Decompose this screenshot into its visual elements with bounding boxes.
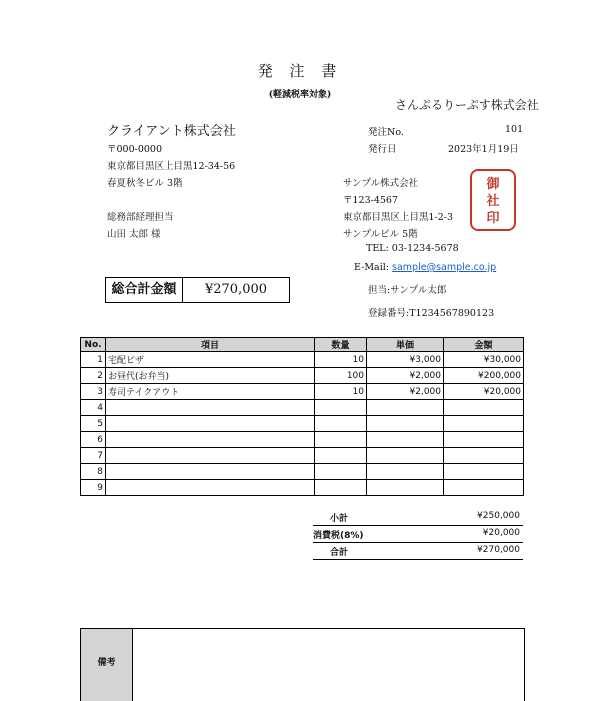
- header-quantity: 数量: [315, 338, 367, 352]
- remarks-box: [80, 628, 525, 701]
- row-amount: [444, 464, 524, 480]
- tax-value: ¥20,000: [482, 528, 520, 538]
- supplier-tel: TEL: 03-1234-5678: [366, 243, 459, 254]
- table-row: [81, 480, 524, 496]
- client-postal: 〒000-0000: [107, 144, 163, 155]
- subtotal-value: ¥250,000: [477, 511, 520, 521]
- row-unit-price: [367, 416, 444, 432]
- header-item: 項目: [106, 338, 315, 352]
- row-no: 1: [81, 352, 106, 368]
- remarks-label: 備考: [81, 629, 133, 701]
- supplier-address-line2: サンプルビル 5階: [343, 229, 418, 240]
- row-no: 2: [81, 368, 106, 384]
- row-no: 3: [81, 384, 106, 400]
- row-amount: [444, 416, 524, 432]
- row-quantity: [315, 416, 367, 432]
- row-item: [106, 400, 315, 416]
- row-quantity: [315, 400, 367, 416]
- email-link[interactable]: sample@sample.co.jp: [392, 262, 497, 273]
- client-address-line1: 東京都目黒区上目黒12-34-56: [107, 161, 236, 172]
- supplier-email: [354, 262, 496, 273]
- document-subtitle: (軽減税率対象): [268, 90, 332, 100]
- header-amount: 金額: [444, 338, 524, 352]
- company-seal-stamp: [470, 169, 516, 231]
- row-unit-price: [367, 432, 444, 448]
- summary-divider: [313, 559, 523, 560]
- row-unit-price: [367, 464, 444, 480]
- row-no: 5: [81, 416, 106, 432]
- summary-divider: [313, 542, 523, 543]
- row-no: 7: [81, 448, 106, 464]
- row-amount: [444, 480, 524, 496]
- issuer-company-name: さんぷるりーぷす株式会社: [395, 98, 539, 112]
- supplier-name: サンプル株式会社: [343, 178, 419, 189]
- row-unit-price: ¥3,000: [367, 352, 444, 368]
- total-value: ¥270,000: [477, 545, 520, 555]
- table-header-row: [81, 338, 524, 352]
- row-no: 4: [81, 400, 106, 416]
- row-amount: ¥200,000: [444, 368, 524, 384]
- table-row: [81, 368, 524, 384]
- table-row: [81, 416, 524, 432]
- row-amount: [444, 448, 524, 464]
- summary-divider: [313, 525, 523, 526]
- row-quantity: 100: [315, 368, 367, 384]
- row-quantity: 10: [315, 384, 367, 400]
- grand-total-label: 総合計金額: [106, 278, 183, 302]
- table-row: [81, 400, 524, 416]
- stamp-text: 御社印: [486, 177, 500, 226]
- row-amount: [444, 432, 524, 448]
- supplier-representative: 担当:サンプル太郎: [368, 285, 447, 296]
- row-unit-price: ¥2,000: [367, 384, 444, 400]
- issue-date-label: 発行日: [368, 144, 397, 155]
- table-row: [81, 432, 524, 448]
- row-no: 8: [81, 464, 106, 480]
- row-unit-price: [367, 480, 444, 496]
- row-item: [106, 464, 315, 480]
- row-quantity: 10: [315, 352, 367, 368]
- row-item: [106, 448, 315, 464]
- grand-total-box: [105, 277, 290, 303]
- subtotal-label: 小計: [330, 514, 349, 524]
- client-department: 総務部経理担当: [107, 212, 174, 223]
- row-quantity: [315, 432, 367, 448]
- tax-label: 消費税(8%): [313, 531, 364, 541]
- document-title: 発 注 書: [257, 62, 343, 80]
- row-unit-price: [367, 400, 444, 416]
- client-address-line2: 春夏秋冬ビル 3階: [107, 178, 183, 189]
- order-no-value: 101: [505, 124, 524, 135]
- header-no: No.: [81, 338, 106, 352]
- table-row: [81, 384, 524, 400]
- row-amount: [444, 400, 524, 416]
- row-no: 6: [81, 432, 106, 448]
- client-name: クライアント株式会社: [107, 124, 236, 139]
- table-row: [81, 448, 524, 464]
- row-amount: ¥30,000: [444, 352, 524, 368]
- order-no-label: 発注No.: [368, 127, 404, 138]
- row-unit-price: [367, 448, 444, 464]
- row-item: 寿司テイクアウト: [106, 384, 315, 400]
- supplier-postal: 〒123-4567: [343, 195, 399, 206]
- items-table: [80, 337, 524, 496]
- issue-date-value: 2023年1月19日: [448, 144, 519, 155]
- row-no: 9: [81, 480, 106, 496]
- row-unit-price: ¥2,000: [367, 368, 444, 384]
- row-amount: ¥20,000: [444, 384, 524, 400]
- table-row: [81, 352, 524, 368]
- supplier-address-line1: 東京都目黒区上目黒1-2-3: [343, 212, 454, 223]
- header-unit-price: 単価: [367, 338, 444, 352]
- row-quantity: [315, 464, 367, 480]
- email-label: E-Mail:: [354, 262, 389, 273]
- row-item: [106, 416, 315, 432]
- table-row: [81, 464, 524, 480]
- row-item: 宅配ピザ: [106, 352, 315, 368]
- supplier-registration-number: 登録番号:T1234567890123: [368, 308, 495, 319]
- grand-total-value: ¥270,000: [204, 282, 268, 297]
- total-label: 合計: [330, 548, 349, 558]
- row-item: [106, 480, 315, 496]
- client-person: 山田 太郎 様: [107, 229, 161, 240]
- row-quantity: [315, 448, 367, 464]
- row-item: お昼代(お弁当): [106, 368, 315, 384]
- row-quantity: [315, 480, 367, 496]
- row-item: [106, 432, 315, 448]
